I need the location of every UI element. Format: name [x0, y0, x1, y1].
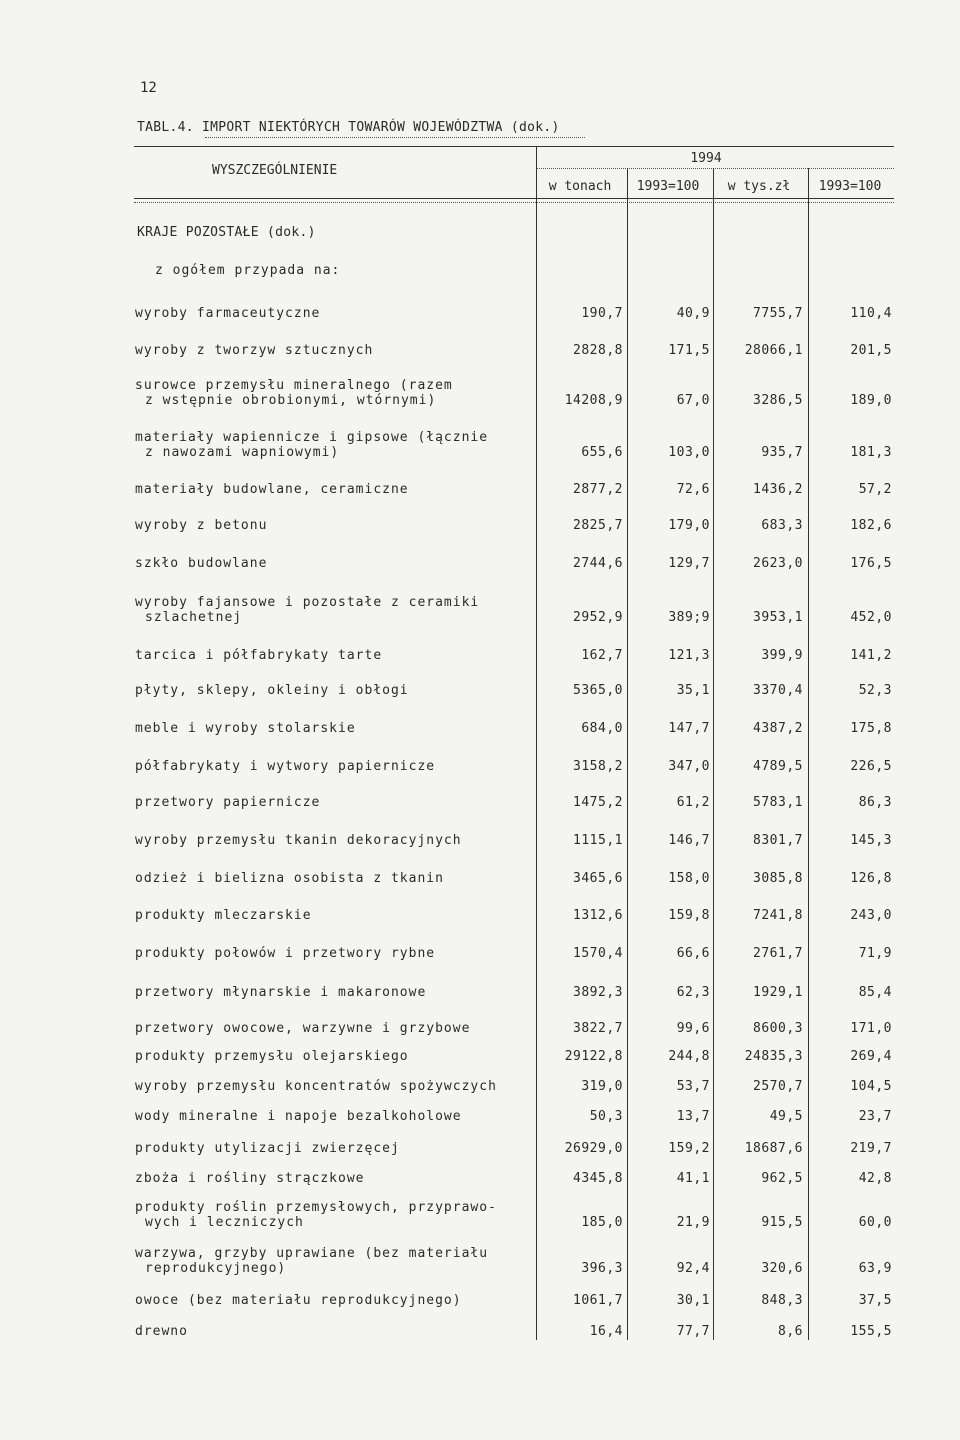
row-value: 190,7	[581, 306, 623, 321]
row-value: 104,5	[850, 1079, 892, 1094]
column-separator-body	[713, 204, 714, 1340]
header-bottom-rule	[134, 198, 894, 199]
row-value: 63,9	[858, 1261, 892, 1276]
row-value: 4789,5	[753, 759, 803, 774]
row-value: 2825,7	[573, 518, 623, 533]
row-value: 85,4	[858, 985, 892, 1000]
row-value: 35,1	[676, 683, 710, 698]
section-heading: KRAJE POZOSTAŁE (dok.)	[137, 225, 316, 240]
row-value: 53,7	[676, 1079, 710, 1094]
header-year: 1994	[690, 151, 722, 166]
row-label: meble i wyroby stolarskie	[135, 721, 356, 736]
row-value: 226,5	[850, 759, 892, 774]
row-label: zboża i rośliny strączkowe	[135, 1171, 365, 1186]
row-value: 179,0	[668, 518, 710, 533]
row-value: 2744,6	[573, 556, 623, 571]
row-value: 243,0	[850, 908, 892, 923]
row-value: 684,0	[581, 721, 623, 736]
row-label: szkło budowlane	[135, 556, 268, 571]
header-col1: w tonach	[548, 179, 612, 194]
row-value: 1475,2	[573, 795, 623, 810]
row-value: 26929,0	[564, 1141, 623, 1156]
row-label: wyroby farmaceutyczne	[135, 306, 321, 321]
row-value: 16,4	[589, 1324, 623, 1339]
row-value: 3370,4	[753, 683, 803, 698]
row-value: 155,5	[850, 1324, 892, 1339]
row-value: 121,3	[668, 648, 710, 663]
row-value: 18687,6	[744, 1141, 803, 1156]
header-top-rule	[134, 146, 894, 147]
row-value: 319,0	[581, 1079, 623, 1094]
row-value: 5783,1	[753, 795, 803, 810]
row-value: 5365,0	[573, 683, 623, 698]
row-value: 49,5	[769, 1109, 803, 1124]
row-value: 1436,2	[753, 482, 803, 497]
section-subheading: z ogółem przypada na:	[155, 263, 341, 278]
title-underline	[205, 137, 585, 138]
row-value: 7241,8	[753, 908, 803, 923]
row-value: 146,7	[668, 833, 710, 848]
row-value: 61,2	[676, 795, 710, 810]
row-value: 915,5	[761, 1215, 803, 1230]
row-label: produkty utylizacji zwierzęcej	[135, 1141, 400, 1156]
row-value: 347,0	[668, 759, 710, 774]
row-value: 67,0	[676, 393, 710, 408]
row-value: 3085,8	[753, 871, 803, 886]
row-value: 159,2	[668, 1141, 710, 1156]
row-label: z wstępnie obrobionymi, wtórnymi)	[145, 393, 437, 408]
row-value: 52,3	[858, 683, 892, 698]
row-value: 935,7	[761, 445, 803, 460]
row-value: 159,8	[668, 908, 710, 923]
row-label: produkty roślin przemysłowych, przyprawo-	[135, 1200, 497, 1215]
row-value: 37,5	[858, 1293, 892, 1308]
row-value: 141,2	[850, 648, 892, 663]
row-value: 269,4	[850, 1049, 892, 1064]
row-value: 99,6	[676, 1021, 710, 1036]
row-value: 103,0	[668, 445, 710, 460]
row-value: 201,5	[850, 343, 892, 358]
row-label: wody mineralne i napoje bezalkoholowe	[135, 1109, 462, 1124]
row-value: 60,0	[858, 1215, 892, 1230]
row-value: 655,6	[581, 445, 623, 460]
row-label: płyty, sklepy, okleiny i obłogi	[135, 683, 409, 698]
row-value: 62,3	[676, 985, 710, 1000]
row-label: tarcica i półfabrykaty tarte	[135, 648, 383, 663]
page-number: 12	[140, 80, 157, 96]
header-col4: 1993=100	[818, 179, 882, 194]
row-value: 42,8	[858, 1171, 892, 1186]
row-label: półfabrykaty i wytwory papiernicze	[135, 759, 436, 774]
row-value: 452,0	[850, 610, 892, 625]
row-value: 14208,9	[564, 393, 623, 408]
row-value: 86,3	[858, 795, 892, 810]
column-separator-body	[808, 204, 809, 1340]
row-value: 40,9	[676, 306, 710, 321]
row-value: 3953,1	[753, 610, 803, 625]
row-value: 2952,9	[573, 610, 623, 625]
row-value: 23,7	[858, 1109, 892, 1124]
row-label: odzież i bielizna osobista z tkanin	[135, 871, 444, 886]
row-value: 171,5	[668, 343, 710, 358]
row-value: 147,7	[668, 721, 710, 736]
row-value: 962,5	[761, 1171, 803, 1186]
row-label: przetwory papiernicze	[135, 795, 321, 810]
row-value: 1312,6	[573, 908, 623, 923]
row-value: 185,0	[581, 1215, 623, 1230]
row-value: 41,1	[676, 1171, 710, 1186]
row-label: warzywa, grzyby uprawiane (bez materiału	[135, 1246, 489, 1261]
row-value: 399,9	[761, 648, 803, 663]
header-col2: 1993=100	[636, 179, 700, 194]
row-value: 8301,7	[753, 833, 803, 848]
row-value: 683,3	[761, 518, 803, 533]
row-label: przetwory owocowe, warzywne i grzybowe	[135, 1021, 471, 1036]
row-value: 4387,2	[753, 721, 803, 736]
row-value: 57,2	[858, 482, 892, 497]
row-label: szlachetnej	[145, 610, 243, 625]
row-value: 182,6	[850, 518, 892, 533]
row-value: 66,6	[676, 946, 710, 961]
row-value: 126,8	[850, 871, 892, 886]
row-value: 2877,2	[573, 482, 623, 497]
row-value: 3465,6	[573, 871, 623, 886]
row-label: wyroby z betonu	[135, 518, 268, 533]
table-title: TABL.4. IMPORT NIEKTÓRYCH TOWARÓW WOJEWÓDZTWA (dok.)	[137, 120, 560, 135]
row-label: wych i leczniczych	[145, 1215, 304, 1230]
row-value: 389;9	[668, 610, 710, 625]
row-value: 1115,1	[573, 833, 623, 848]
header-mid-rule	[536, 168, 894, 169]
row-value: 72,6	[676, 482, 710, 497]
row-value: 2761,7	[753, 946, 803, 961]
row-value: 129,7	[668, 556, 710, 571]
row-value: 176,5	[850, 556, 892, 571]
row-value: 396,3	[581, 1261, 623, 1276]
row-label: wyroby fajansowe i pozostałe z ceramiki	[135, 595, 480, 610]
row-label: surowce przemysłu mineralnego (razem	[135, 378, 453, 393]
row-value: 77,7	[676, 1324, 710, 1339]
row-value: 8,6	[778, 1324, 803, 1339]
header-bottom-rule-2	[134, 202, 894, 203]
row-value: 2828,8	[573, 343, 623, 358]
row-value: 7755,7	[753, 306, 803, 321]
row-value: 848,3	[761, 1293, 803, 1308]
row-value: 3892,3	[573, 985, 623, 1000]
row-value: 158,0	[668, 871, 710, 886]
row-value: 2570,7	[753, 1079, 803, 1094]
header-spec: WYSZCZEGÓLNIENIE	[212, 163, 338, 178]
column-separator-body	[627, 204, 628, 1340]
row-value: 92,4	[676, 1261, 710, 1276]
row-value: 1061,7	[573, 1293, 623, 1308]
row-label: reprodukcyjnego)	[145, 1261, 287, 1276]
row-value: 1929,1	[753, 985, 803, 1000]
row-value: 21,9	[676, 1215, 710, 1230]
header-col3: w tys.zł	[727, 179, 791, 194]
row-label: wyroby przemysłu tkanin dekoracyjnych	[135, 833, 462, 848]
row-value: 2623,0	[753, 556, 803, 571]
row-value: 145,3	[850, 833, 892, 848]
row-value: 13,7	[676, 1109, 710, 1124]
row-value: 189,0	[850, 393, 892, 408]
row-value: 30,1	[676, 1293, 710, 1308]
row-value: 71,9	[858, 946, 892, 961]
row-label: wyroby z tworzyw sztucznych	[135, 343, 374, 358]
column-separator-body	[536, 204, 537, 1340]
row-label: drewno	[135, 1324, 188, 1339]
row-label: owoce (bez materiału reprodukcyjnego)	[135, 1293, 462, 1308]
row-value: 1570,4	[573, 946, 623, 961]
row-value: 175,8	[850, 721, 892, 736]
row-label: wyroby przemysłu koncentratów spożywczych	[135, 1079, 497, 1094]
row-label: materiały wapiennicze i gipsowe (łącznie	[135, 430, 489, 445]
row-label: materiały budowlane, ceramiczne	[135, 482, 409, 497]
row-value: 181,3	[850, 445, 892, 460]
row-value: 110,4	[850, 306, 892, 321]
row-value: 28066,1	[744, 343, 803, 358]
row-value: 4345,8	[573, 1171, 623, 1186]
row-value: 24835,3	[744, 1049, 803, 1064]
row-label: z nawozami wapniowymi)	[145, 445, 340, 460]
row-value: 244,8	[668, 1049, 710, 1064]
row-value: 219,7	[850, 1141, 892, 1156]
row-label: produkty połowów i przetwory rybne	[135, 946, 436, 961]
row-value: 162,7	[581, 648, 623, 663]
row-value: 171,0	[850, 1021, 892, 1036]
row-label: produkty mleczarskie	[135, 908, 312, 923]
row-value: 50,3	[589, 1109, 623, 1124]
row-value: 8600,3	[753, 1021, 803, 1036]
row-label: przetwory młynarskie i makaronowe	[135, 985, 427, 1000]
row-value: 29122,8	[564, 1049, 623, 1064]
row-value: 3286,5	[753, 393, 803, 408]
row-label: produkty przemysłu olejarskiego	[135, 1049, 409, 1064]
row-value: 320,6	[761, 1261, 803, 1276]
row-value: 3158,2	[573, 759, 623, 774]
row-value: 3822,7	[573, 1021, 623, 1036]
